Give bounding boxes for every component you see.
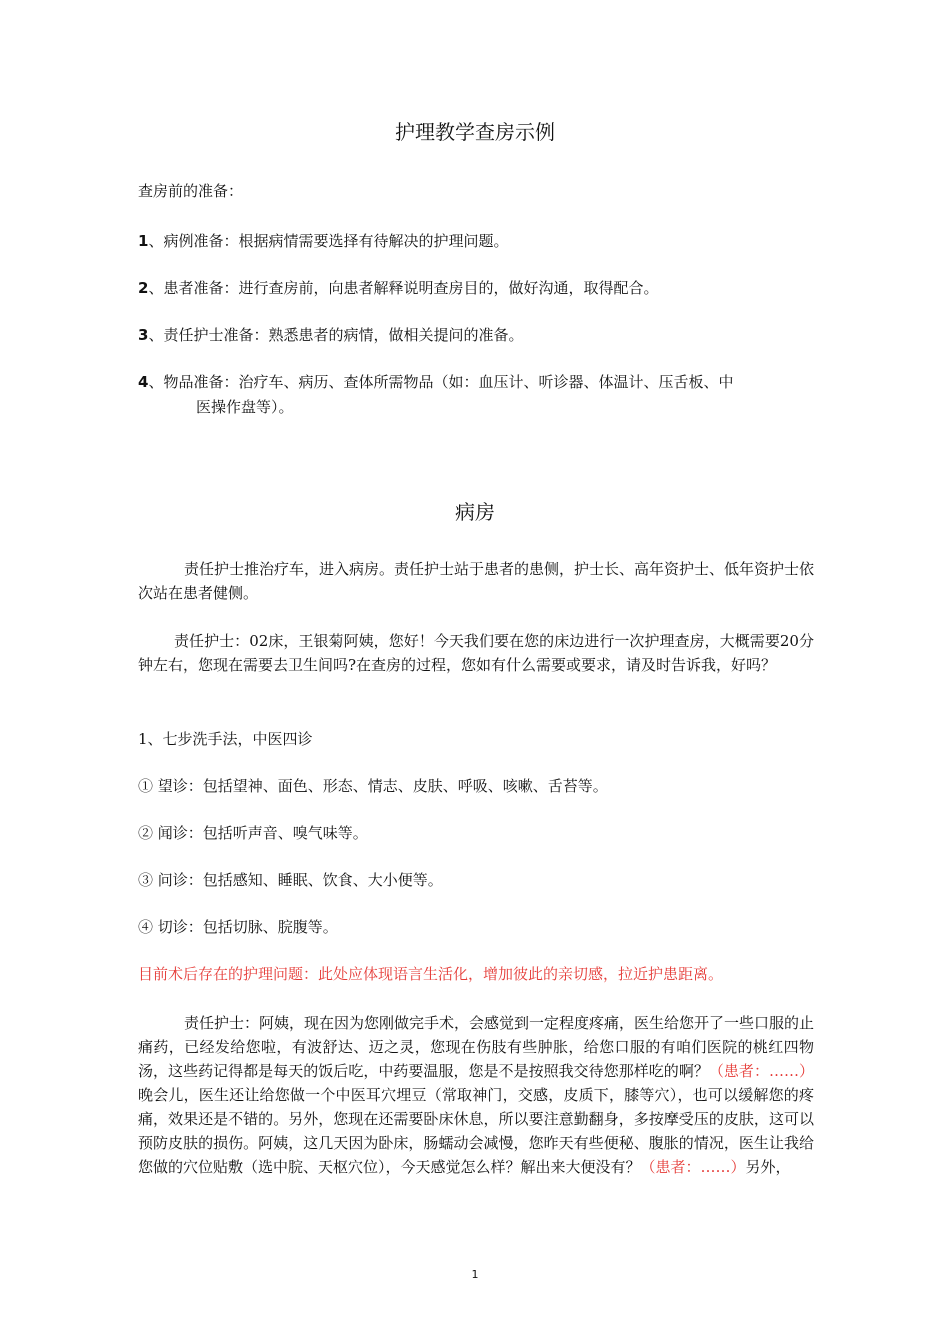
nursing-problem-note: 目前术后存在的护理问题：此处应体现语言生活化，增加彼此的亲切感，拉近护患距离。 — [138, 965, 724, 983]
patient-response: （患者：……） — [640, 1158, 746, 1176]
dialogue-text: 另外， — [745, 1158, 791, 1176]
step-heading: 1、七步洗手法，中医四诊 — [138, 730, 313, 748]
prep-item-number: 2 — [138, 279, 149, 297]
prep-item-2 — [138, 277, 658, 298]
diagnosis-item-2: ② 闻诊：包括听声音、嗅气味等。 — [138, 824, 368, 842]
prep-heading: 查房前的准备： — [138, 182, 244, 200]
paragraph-greeting: 责任护士：02床，王银菊阿姨，您好！今天我们要在您的床边进行一次护理查房，大概需要20分钟左右，您现在需要去卫生间吗?在查房的过程，您如有什么需要或要求，请及时告诉我，好吗？ — [138, 632, 814, 674]
prep-item-1 — [138, 230, 508, 251]
page-number: 1 — [471, 1268, 479, 1281]
dialogue-text: 责任护士：阿姨，现在因为您刚做完手术，会感觉到一定程度疼痛，医生给您开了一些口服的止痛药，已经发给您啦，有波舒达、迈之灵，您现在伤肢有些肿胀，给您口服的有咱们医院的桃红四物汤，这些药记得都是每天的饭后吃，中药要温服，您是不是按照我交待您那样吃的啊？ — [138, 1014, 815, 1080]
section-title: 病房 — [455, 500, 495, 524]
prep-item-4-continuation: 医操作盘等）。 — [196, 398, 294, 416]
prep-item-text: 、患者准备：进行查房前，向患者解释说明查房目的，做好沟通，取得配合。 — [148, 279, 659, 297]
dialogue-text: 晚会儿，医生还让给您做一个中医耳穴埋豆（常取神门，交感，皮质下，膝等穴），也可以缓解您的疼痛，效果还是不错的。另外，您现在还需要卧床休息，所以要注意勤翻身，多按摩受压的皮肤，这可以预防皮肤的损伤。阿姨，这几天因为卧床，肠蠕动会减慢，您昨天有些便秘、腹胀的情况，医生让我给您做的穴位贴敷（选中脘、天枢穴位），今天感觉怎么样？解出来大便没有？ — [138, 1086, 814, 1176]
prep-item-text: 、责任护士准备：熟悉患者的病情，做相关提问的准备。 — [148, 326, 524, 344]
prep-item-text: 、物品准备：治疗车、病历、查体所需物品（如：血压计、听诊器、体温计、压舌板、中 — [148, 373, 734, 391]
diagnosis-item-4: ④ 切诊：包括切脉、脘腹等。 — [138, 918, 338, 936]
paragraph-nurse-dialogue — [138, 1011, 814, 1179]
prep-item-4 — [138, 371, 733, 392]
patient-response: （患者：……） — [708, 1062, 814, 1080]
prep-item-number: 1 — [138, 232, 149, 250]
prep-item-number: 4 — [138, 373, 149, 391]
diagnosis-item-1: ① 望诊：包括望神、面色、形态、情志、皮肤、呼吸、咳嗽、舌苔等。 — [138, 777, 608, 795]
prep-item-number: 3 — [138, 326, 149, 344]
diagnosis-item-3: ③ 问诊：包括感知、睡眠、饮食、大小便等。 — [138, 871, 443, 889]
prep-item-3 — [138, 324, 523, 345]
document-title: 护理教学查房示例 — [395, 120, 555, 144]
prep-item-text: 、病例准备：根据病情需要选择有待解决的护理问题。 — [148, 232, 509, 250]
paragraph-entry: 责任护士推治疗车，进入病房。责任护士站于患者的患侧，护士长、高年资护士、低年资护士依次站在患者健侧。 — [138, 560, 815, 602]
